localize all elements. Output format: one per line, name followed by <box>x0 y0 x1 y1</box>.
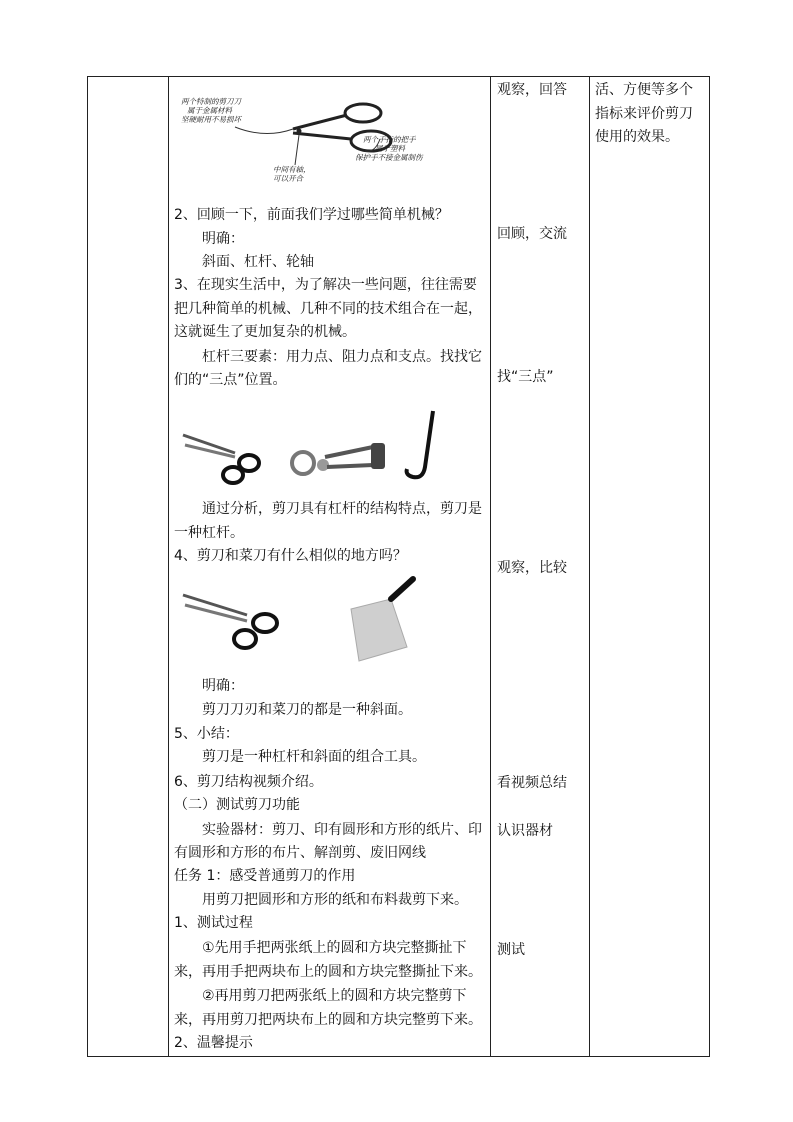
task-1: 任务 1：感受普通剪刀的作用 <box>174 868 356 884</box>
scissors-diagram <box>175 89 465 201</box>
question-5: 5、小结： <box>174 726 239 742</box>
handle-annotation: 两个手指的把手 属于塑料 保护手不接金属制伤 <box>355 135 423 162</box>
analysis-line1: 通过分析，剪刀具有杠杆的结构特点，剪刀是 <box>202 501 482 517</box>
question-3-line2: 把几种简单的机械、几种不同的技术组合在一起， <box>174 301 482 317</box>
lever-line1: 杠杆三要素：用力点、阻力点和支点。找找它 <box>202 349 482 365</box>
activity-observe-answer: 观察，回答 <box>497 82 567 98</box>
activity-review: 回顾，交流 <box>497 226 567 242</box>
column-content <box>169 77 491 1057</box>
step-2-line2: 来，再用剪刀把两块布上的圆和方块完整剪下来。 <box>174 1012 482 1028</box>
pivot-annotation: 中间有轴， 可以开合 <box>273 165 311 183</box>
lever-tools-figure <box>175 405 475 495</box>
answer-4: 剪刀刀刃和菜刀的都是一种斜面。 <box>202 702 412 718</box>
question-6: 6、剪刀结构视频介绍。 <box>174 774 323 790</box>
blade-annotation: 两个特制的剪刀刀 属于金属材料 坚硬耐用不易损坏 <box>181 97 241 124</box>
scissors-cleaver-figure <box>175 575 475 665</box>
crowbar-icon <box>407 411 433 477</box>
step-2-line1: ②再用剪刀把两张纸上的圆和方块完整剪下 <box>202 988 467 1004</box>
question-2: 2、回顾一下，前面我们学过哪些简单机械？ <box>174 207 449 223</box>
pipe-cutter-icon <box>292 443 385 474</box>
clarify-label: 明确： <box>202 231 244 247</box>
intent-line3: 使用的效果。 <box>595 129 679 145</box>
question-3-line3: 这就诞生了更加复杂的机械。 <box>174 324 356 340</box>
step-1-line2: 来，再用手把两块布上的圆和方块完整撕扯下来。 <box>174 964 482 980</box>
answer-5: 剪刀是一种杠杆和斜面的组合工具。 <box>202 749 426 765</box>
activity-find-points: 找“三点” <box>497 369 554 385</box>
activity-video: 看视频总结 <box>497 775 567 791</box>
intent-line2: 指标来评价剪刀 <box>595 106 693 122</box>
scissors-icon <box>183 595 277 648</box>
analysis-line2: 一种杠杆。 <box>174 525 244 541</box>
materials-line1: 实验器材：剪刀、印有圆形和方形的纸片、印 <box>202 822 482 838</box>
activity-test: 测试 <box>497 942 525 958</box>
column-student-activity <box>491 77 590 1057</box>
part-2-heading: （二）测试剪刀功能 <box>174 797 300 813</box>
lesson-table <box>87 76 710 1057</box>
question-4: 4、剪刀和菜刀有什么相似的地方吗？ <box>174 548 407 564</box>
column-empty <box>88 77 169 1057</box>
column-intent <box>590 77 710 1057</box>
activity-materials: 认识器材 <box>497 823 553 839</box>
scissors-icon <box>183 435 259 483</box>
activity-compare: 观察，比较 <box>497 560 567 576</box>
cleaver-icon <box>351 579 413 661</box>
lever-line2: 们的“三点”位置。 <box>174 372 287 388</box>
test-process: 1、测试过程 <box>174 915 253 931</box>
materials-line2: 有圆形和方形的布片、解剖剪、废旧网线 <box>174 845 426 861</box>
question-3-line1: 3、在现实生活中，为了解决一些问题，往往需要 <box>174 277 477 293</box>
tips: 2、温馨提示 <box>174 1035 253 1051</box>
clarify-label-4: 明确： <box>202 678 244 694</box>
intent-line1: 活、方便等多个 <box>595 82 693 98</box>
step-1-line1: ①先用手把两张纸上的圆和方块完整撕扯下 <box>202 940 467 956</box>
scissors-icon <box>175 89 465 201</box>
task-1-desc: 用剪刀把圆形和方形的纸和布料裁剪下来。 <box>202 892 468 908</box>
answer-2: 斜面、杠杆、轮轴 <box>202 254 314 270</box>
